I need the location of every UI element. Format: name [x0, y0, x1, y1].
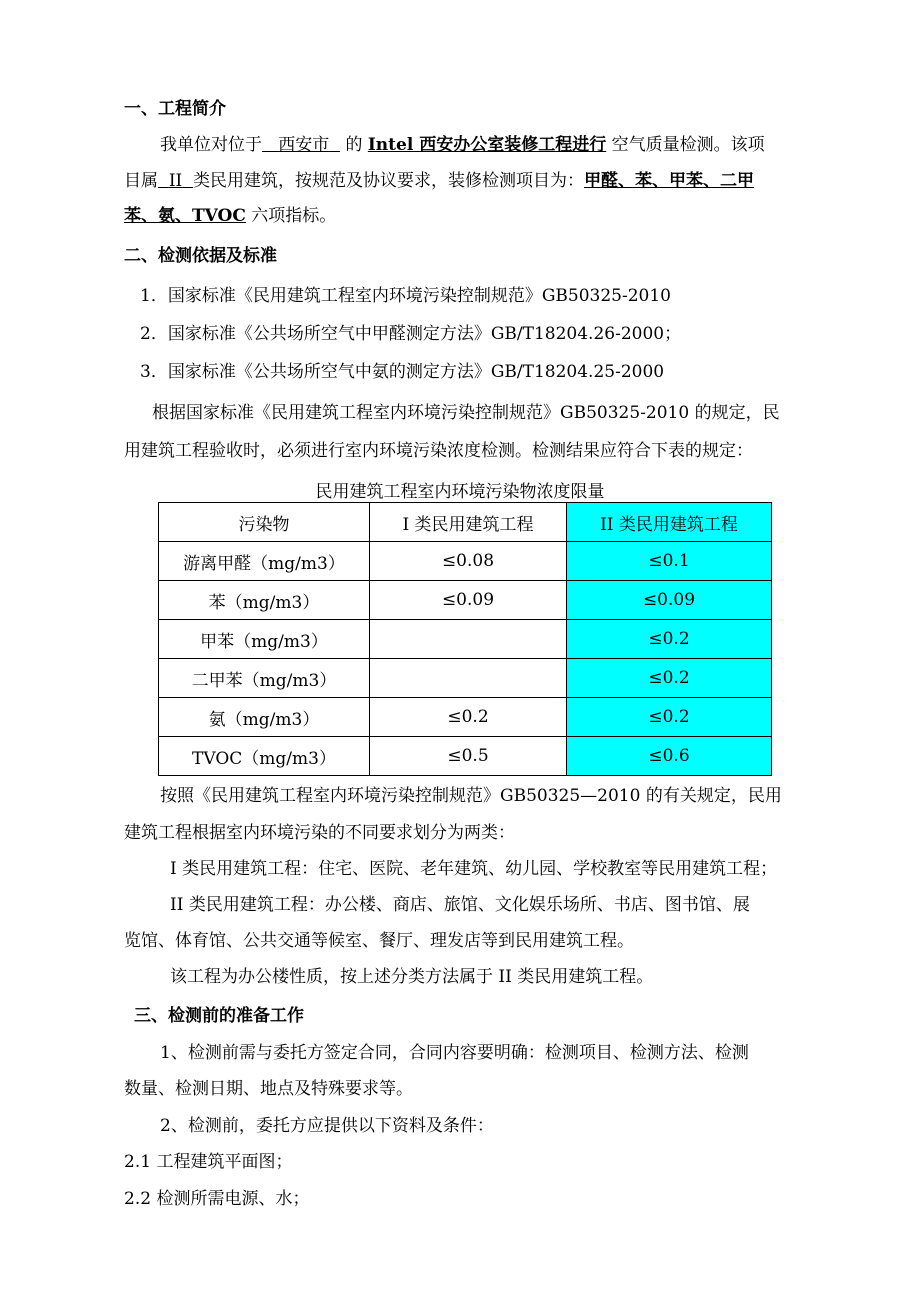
paragraph-line: 根据国家标准《民用建筑工程室内环境污染控制规范》GB50325-2010 的规定，民	[152, 403, 780, 423]
table-cell: 二甲苯（mg/m3）	[159, 659, 370, 698]
table-row	[159, 581, 772, 620]
header-cell: 污染物	[159, 503, 370, 542]
table-row	[159, 737, 772, 776]
paragraph-line: 览馆、体育馆、公共交通等候室、餐厅、理发店等到民用建筑工程。	[124, 931, 634, 951]
table-cell: ≤0.6	[567, 737, 772, 776]
text: 六项指标。	[251, 206, 337, 226]
list-item: 2.1 工程建筑平面图；	[124, 1152, 293, 1172]
list-item: 2.2 检测所需电源、水；	[124, 1189, 310, 1209]
table-row	[159, 659, 772, 698]
text: 类民用建筑，按规范及协议要求，装修检测项目为：	[193, 171, 585, 191]
table-row	[159, 698, 772, 737]
table-cell: ≤0.2	[567, 659, 772, 698]
text: 空气质量检测。该项	[611, 135, 765, 155]
underlined-items: 苯、氨、TVOC	[124, 206, 246, 226]
section-heading: 一、工程简介	[124, 99, 226, 119]
table-cell: ≤0.09	[370, 581, 567, 620]
table-cell	[370, 620, 567, 659]
text: 目属	[124, 171, 158, 191]
paragraph-line	[124, 205, 336, 227]
underlined-project: Intel 西安办公室装修工程进行	[367, 135, 607, 155]
header-cell: I 类民用建筑工程	[370, 503, 567, 542]
paragraph-line: 1、检测前需与委托方签定合同，合同内容要明确：检测项目、检测方法、检测	[160, 1043, 749, 1063]
table-row	[159, 542, 772, 581]
text: 我单位对位于	[160, 135, 262, 155]
class-definition: II 类民用建筑工程：办公楼、商店、旅馆、文化娱乐场所、书店、图书馆、展	[170, 895, 750, 915]
paragraph-line: 建筑工程根据室内环境污染的不同要求划分为两类：	[124, 823, 515, 843]
paragraph-line: 2、检测前，委托方应提供以下资料及条件：	[160, 1116, 494, 1136]
table-row	[159, 620, 772, 659]
standard-item: 2．国家标准《公共场所空气中甲醛测定方法》GB/T18204.26-2000；	[140, 324, 682, 344]
limits-table	[158, 502, 772, 776]
paragraph-line	[124, 170, 754, 192]
paragraph-line	[160, 134, 765, 156]
table-cell: 苯（mg/m3）	[159, 581, 370, 620]
conclusion: 该工程为办公楼性质，按上述分类方法属于 II 类民用建筑工程。	[170, 967, 654, 987]
table-caption: 民用建筑工程室内环境污染物浓度限量	[315, 482, 605, 502]
table-cell: ≤0.2	[567, 698, 772, 737]
paragraph-line: 用建筑工程验收时，必须进行室内环境污染浓度检测。检测结果应符合下表的规定：	[124, 441, 753, 461]
table-cell: 甲苯（mg/m3）	[159, 620, 370, 659]
paragraph-line: 数量、检测日期、地点及特殊要求等。	[124, 1079, 413, 1099]
underlined-city: 西安市	[278, 135, 330, 155]
table-cell: 氨（mg/m3）	[159, 698, 370, 737]
header-cell: II 类民用建筑工程	[567, 503, 772, 542]
paragraph-line: 按照《民用建筑工程室内环境污染控制规范》GB50325—2010 的有关规定，民用	[160, 786, 782, 806]
table-cell: ≤0.08	[370, 542, 567, 581]
underlined-class: II	[168, 171, 183, 191]
text: 的	[345, 135, 363, 155]
table-cell	[370, 659, 567, 698]
table-cell: TVOC（mg/m3）	[159, 737, 370, 776]
section-heading: 三、检测前的准备工作	[134, 1006, 304, 1026]
standard-item: 3．国家标准《公共场所空气中氨的测定方法》GB/T18204.25-2000	[140, 362, 665, 382]
table-cell: 游离甲醛（mg/m3）	[159, 542, 370, 581]
table-cell: ≤0.2	[370, 698, 567, 737]
table-cell: ≤0.2	[567, 620, 772, 659]
standard-item: 1．国家标准《民用建筑工程室内环境污染控制规范》GB50325-2010	[140, 286, 671, 306]
table-cell: ≤0.1	[567, 542, 772, 581]
table-header-row	[159, 503, 772, 542]
table-cell: ≤0.5	[370, 737, 567, 776]
underlined-items: 甲醛、苯、甲苯、二甲	[584, 171, 755, 191]
section-heading: 二、检测依据及标准	[124, 246, 277, 266]
table-cell: ≤0.09	[567, 581, 772, 620]
class-definition: I 类民用建筑工程：住宅、医院、老年建筑、幼儿园、学校教室等民用建筑工程；	[170, 859, 778, 879]
